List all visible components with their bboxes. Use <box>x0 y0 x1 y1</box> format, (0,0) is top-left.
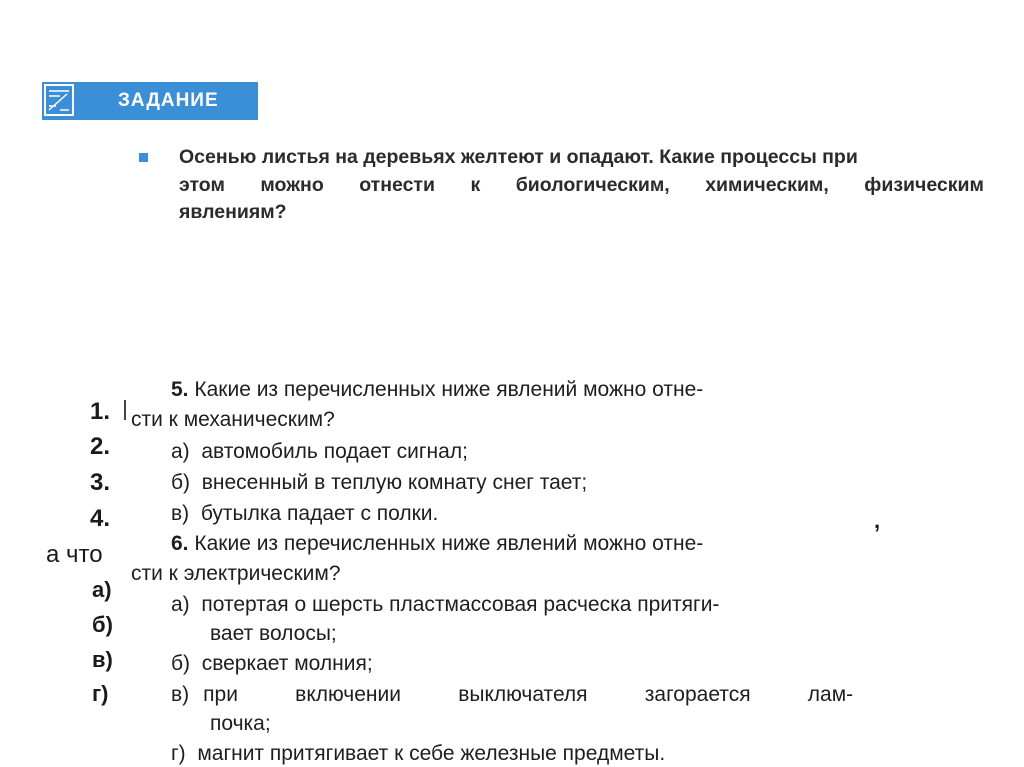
q6-text: Какие из перечисленных ниже явлений можно отне- <box>194 532 704 555</box>
q5-option-b <box>171 471 587 495</box>
q6-option-b <box>171 652 373 676</box>
clipped-edge <box>124 400 126 420</box>
left-number-1: 1. <box>90 398 111 425</box>
option-text: потертая о шерсть пластмассовая расческа притяги- <box>201 593 720 616</box>
option-text: внесенный в теплую комнату снег тает; <box>201 471 588 494</box>
left-letter-a: а) <box>92 577 112 602</box>
left-number-2: 2. <box>90 433 111 460</box>
q6-option-c <box>171 683 853 707</box>
option-letter: в) <box>171 683 190 706</box>
left-letter-v: в) <box>92 647 113 672</box>
banner-title: ЗАДАНИЕ <box>118 90 219 111</box>
option-word: при <box>203 683 238 706</box>
q6-number: 6. <box>171 532 189 555</box>
left-number-3: 3. <box>90 469 111 496</box>
q6-line-1 <box>171 532 703 556</box>
option-text: бутылка падает с полки. <box>200 502 439 525</box>
q5-line-2: сти к механическим? <box>131 408 335 431</box>
task-word: можно <box>260 174 324 196</box>
option-word: выключателя <box>458 683 588 706</box>
option-letter: а) <box>171 440 190 463</box>
left-letter-b: б) <box>92 612 113 637</box>
task-line-2 <box>179 174 984 197</box>
q6-option-d <box>171 742 665 766</box>
task-word: химическим, <box>705 174 829 196</box>
option-word: лам- <box>807 683 854 706</box>
left-letter-g: г) <box>92 681 109 706</box>
task-banner <box>42 82 258 120</box>
task-word: к <box>470 174 481 196</box>
stray-comma: , <box>874 508 881 533</box>
q6-option-a-cont: вает волосы; <box>210 622 337 645</box>
task-word: отнести <box>359 174 435 196</box>
option-letter: б) <box>171 471 191 494</box>
option-text: магнит притягивает к себе железные предметы. <box>197 742 666 765</box>
option-text: сверкает молния; <box>201 652 373 675</box>
option-text: автомобиль подает сигнал; <box>201 440 468 463</box>
option-word: загорается <box>644 683 751 706</box>
q6-option-c-cont: почка; <box>210 712 271 735</box>
q6-option-c-words <box>203 683 853 707</box>
q5-number: 5. <box>171 378 189 401</box>
task-line-1: Осенью листья на деревьях желтеют и опадают. Какие процессы при <box>179 146 858 168</box>
task-icon <box>44 84 74 116</box>
task-word: физическим <box>864 174 984 196</box>
q5-option-c <box>171 502 438 526</box>
bullet-marker <box>139 153 148 162</box>
option-word: включении <box>295 683 401 706</box>
task-word: биологическим, <box>515 174 670 196</box>
task-word: этом <box>179 174 225 196</box>
option-letter: б) <box>171 652 191 675</box>
q5-option-a <box>171 440 468 464</box>
q6-option-a <box>171 593 719 617</box>
left-text-a-chto: а что <box>46 541 103 568</box>
q5-text: Какие из перечисленных ниже явлений можно отне- <box>194 378 704 401</box>
q5-line-1 <box>171 378 703 402</box>
option-letter: г) <box>171 742 186 765</box>
left-number-4: 4. <box>90 505 111 532</box>
option-letter: а) <box>171 593 190 616</box>
q6-line-2: сти к электрическим? <box>131 562 341 585</box>
task-line-3: явлениям? <box>179 201 287 223</box>
option-letter: в) <box>171 502 190 525</box>
